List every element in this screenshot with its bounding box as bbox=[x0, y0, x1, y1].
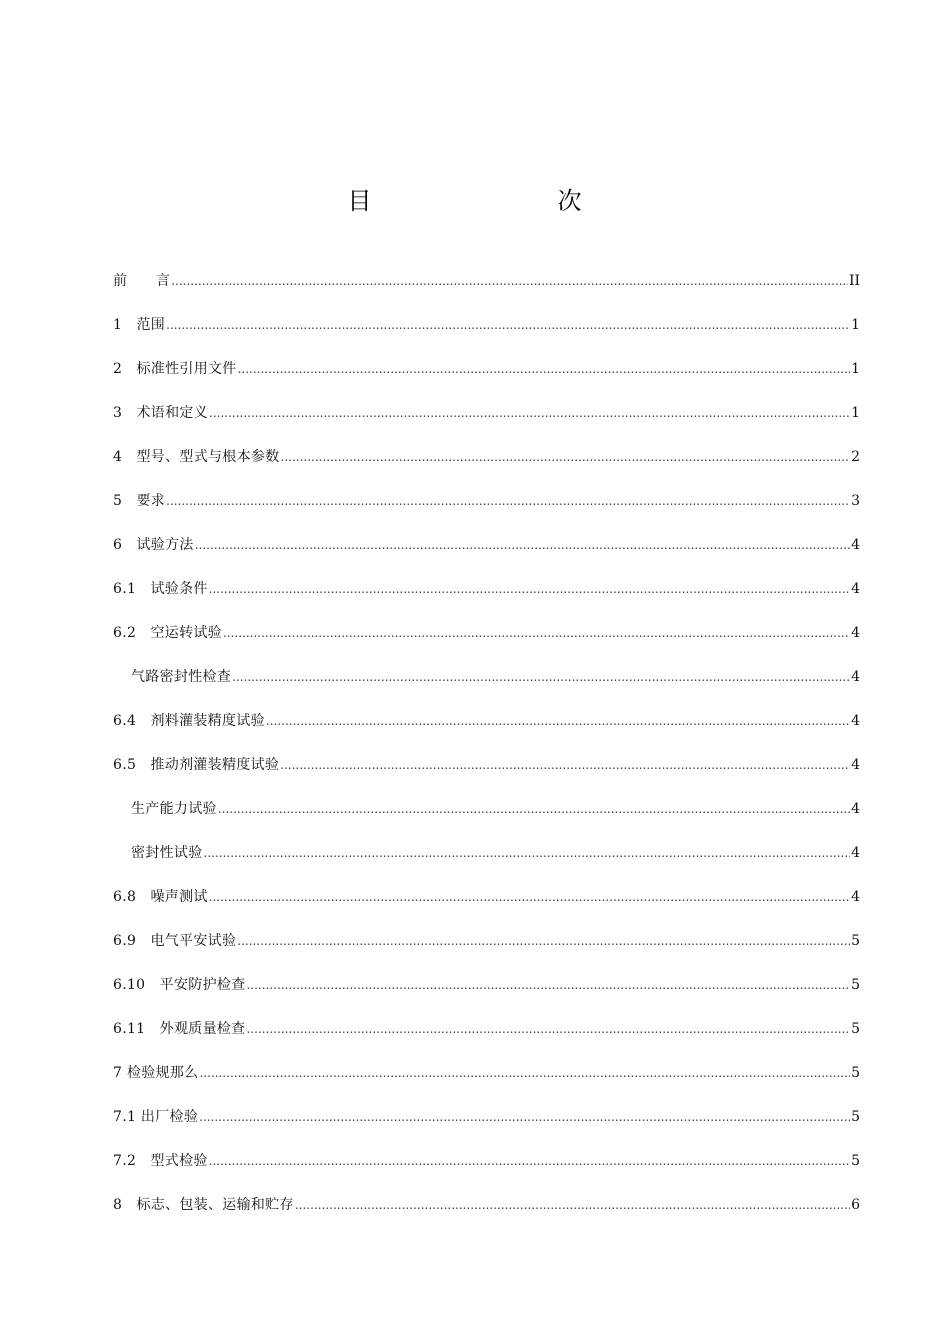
toc-entry-19[interactable] bbox=[113, 1106, 860, 1150]
toc-entry-page: 1 bbox=[851, 361, 860, 377]
toc-entry-page: 4 bbox=[851, 889, 860, 905]
toc-dot-leader bbox=[238, 358, 850, 380]
toc-entry-page: 6 bbox=[851, 1197, 860, 1213]
toc-dot-leader bbox=[209, 886, 850, 908]
toc-entry-7[interactable] bbox=[113, 578, 860, 622]
toc-entry-label: 前 言 bbox=[113, 273, 171, 289]
toc-dot-leader bbox=[266, 710, 850, 732]
toc-entry-18[interactable] bbox=[113, 1062, 860, 1106]
toc-entry-0[interactable] bbox=[113, 270, 860, 314]
toc-entry-16[interactable] bbox=[113, 974, 860, 1018]
toc-entry-page: 3 bbox=[851, 493, 860, 509]
toc-entry-page: 5 bbox=[851, 1109, 860, 1125]
toc-entry-page: 4 bbox=[851, 537, 860, 553]
toc-dot-leader bbox=[295, 1194, 850, 1216]
toc-dot-leader bbox=[166, 490, 850, 512]
toc-dot-leader bbox=[218, 798, 850, 820]
toc-entry-page: 5 bbox=[851, 933, 860, 949]
toc-dot-leader bbox=[209, 578, 850, 600]
toc-entry-9[interactable] bbox=[113, 666, 860, 710]
toc-entry-21[interactable] bbox=[113, 1194, 860, 1238]
toc-entry-page: 4 bbox=[851, 669, 860, 685]
toc-dot-leader bbox=[237, 930, 850, 952]
toc-entry-label: 生产能力试验 bbox=[131, 801, 217, 817]
toc-entry-page: 5 bbox=[851, 1065, 860, 1081]
toc-entry-label: 6.10 平安防护检查 bbox=[113, 977, 246, 993]
toc-entry-page: 4 bbox=[851, 625, 860, 641]
toc-entry-page: II bbox=[848, 273, 860, 289]
toc-entry-label: 6.4 剂料灌装精度试验 bbox=[113, 713, 265, 729]
toc-entry-15[interactable] bbox=[113, 930, 860, 974]
toc-entry-12[interactable] bbox=[113, 798, 860, 842]
toc-entry-label: 6 试验方法 bbox=[113, 537, 194, 553]
toc-entry-label: 7.2 型式检验 bbox=[113, 1153, 208, 1169]
toc-dot-leader bbox=[204, 842, 851, 864]
toc-entry-label: 8 标志、包装、运输和贮存 bbox=[113, 1197, 294, 1213]
toc-entry-label: 气路密封性检查 bbox=[131, 669, 232, 685]
toc-entry-label: 1 范围 bbox=[113, 317, 166, 333]
toc-dot-leader bbox=[209, 402, 850, 424]
toc-dot-leader bbox=[209, 1150, 850, 1172]
toc-entry-page: 4 bbox=[851, 801, 860, 817]
toc-entry-label: 2 标准性引用文件 bbox=[113, 361, 237, 377]
toc-entry-10[interactable] bbox=[113, 710, 860, 754]
toc-entry-14[interactable] bbox=[113, 886, 860, 930]
toc-entry-page: 4 bbox=[851, 757, 860, 773]
toc-entry-page: 5 bbox=[851, 1021, 860, 1037]
toc-entry-1[interactable] bbox=[113, 314, 860, 358]
toc-entry-page: 4 bbox=[851, 845, 860, 861]
toc-entry-page: 1 bbox=[851, 317, 860, 333]
toc-dot-leader bbox=[232, 666, 850, 688]
toc-dot-leader bbox=[199, 1106, 850, 1128]
toc-entry-label: 6.1 试验条件 bbox=[113, 581, 208, 597]
toc-entry-2[interactable] bbox=[113, 358, 860, 402]
toc-entry-label: 3 术语和定义 bbox=[113, 405, 209, 421]
toc-dot-leader bbox=[280, 754, 850, 776]
toc-entry-label: 6.2 空运转试验 bbox=[113, 625, 222, 641]
toc-entry-page: 5 bbox=[851, 1153, 860, 1169]
toc-dot-leader bbox=[223, 622, 850, 644]
toc-entry-6[interactable] bbox=[113, 534, 860, 578]
toc-entry-20[interactable] bbox=[113, 1150, 860, 1194]
toc-entry-label: 6.8 噪声测试 bbox=[113, 889, 208, 905]
toc-entry-5[interactable] bbox=[113, 490, 860, 534]
toc-entry-3[interactable] bbox=[113, 402, 860, 446]
toc-entry-8[interactable] bbox=[113, 622, 860, 666]
toc-entry-label: 6.5 推动剂灌装精度试验 bbox=[113, 757, 280, 773]
toc-entry-label: 7.1 出厂检验 bbox=[113, 1109, 199, 1125]
toc-entry-label: 6.9 电气平安试验 bbox=[113, 933, 237, 949]
toc-entry-11[interactable] bbox=[113, 754, 860, 798]
toc-entry-13[interactable] bbox=[113, 842, 860, 886]
toc-entry-page: 2 bbox=[851, 449, 860, 465]
toc-entry-label: 7 检验规那么 bbox=[113, 1065, 199, 1081]
toc-entry-4[interactable] bbox=[113, 446, 860, 490]
toc-entry-label: 6.11 外观质量检查 bbox=[113, 1021, 246, 1037]
toc-entry-label: 4 型号、型式与根本参数 bbox=[113, 449, 280, 465]
toc-dot-leader bbox=[166, 314, 850, 336]
toc-entry-17[interactable] bbox=[113, 1018, 860, 1062]
toc-dot-leader bbox=[171, 270, 848, 292]
toc-dot-leader bbox=[281, 446, 851, 468]
toc-entry-page: 5 bbox=[851, 977, 860, 993]
toc-entry-label: 5 要求 bbox=[113, 493, 166, 509]
toc-list bbox=[113, 270, 860, 1238]
toc-entry-label: 密封性试验 bbox=[131, 845, 203, 861]
toc-dot-leader bbox=[246, 974, 850, 996]
toc-title: 目 次 bbox=[347, 187, 628, 215]
toc-dot-leader bbox=[195, 534, 850, 556]
toc-dot-leader bbox=[199, 1062, 850, 1084]
toc-dot-leader bbox=[246, 1018, 850, 1040]
toc-entry-page: 4 bbox=[851, 713, 860, 729]
toc-entry-page: 4 bbox=[851, 581, 860, 597]
toc-entry-page: 1 bbox=[851, 405, 860, 421]
